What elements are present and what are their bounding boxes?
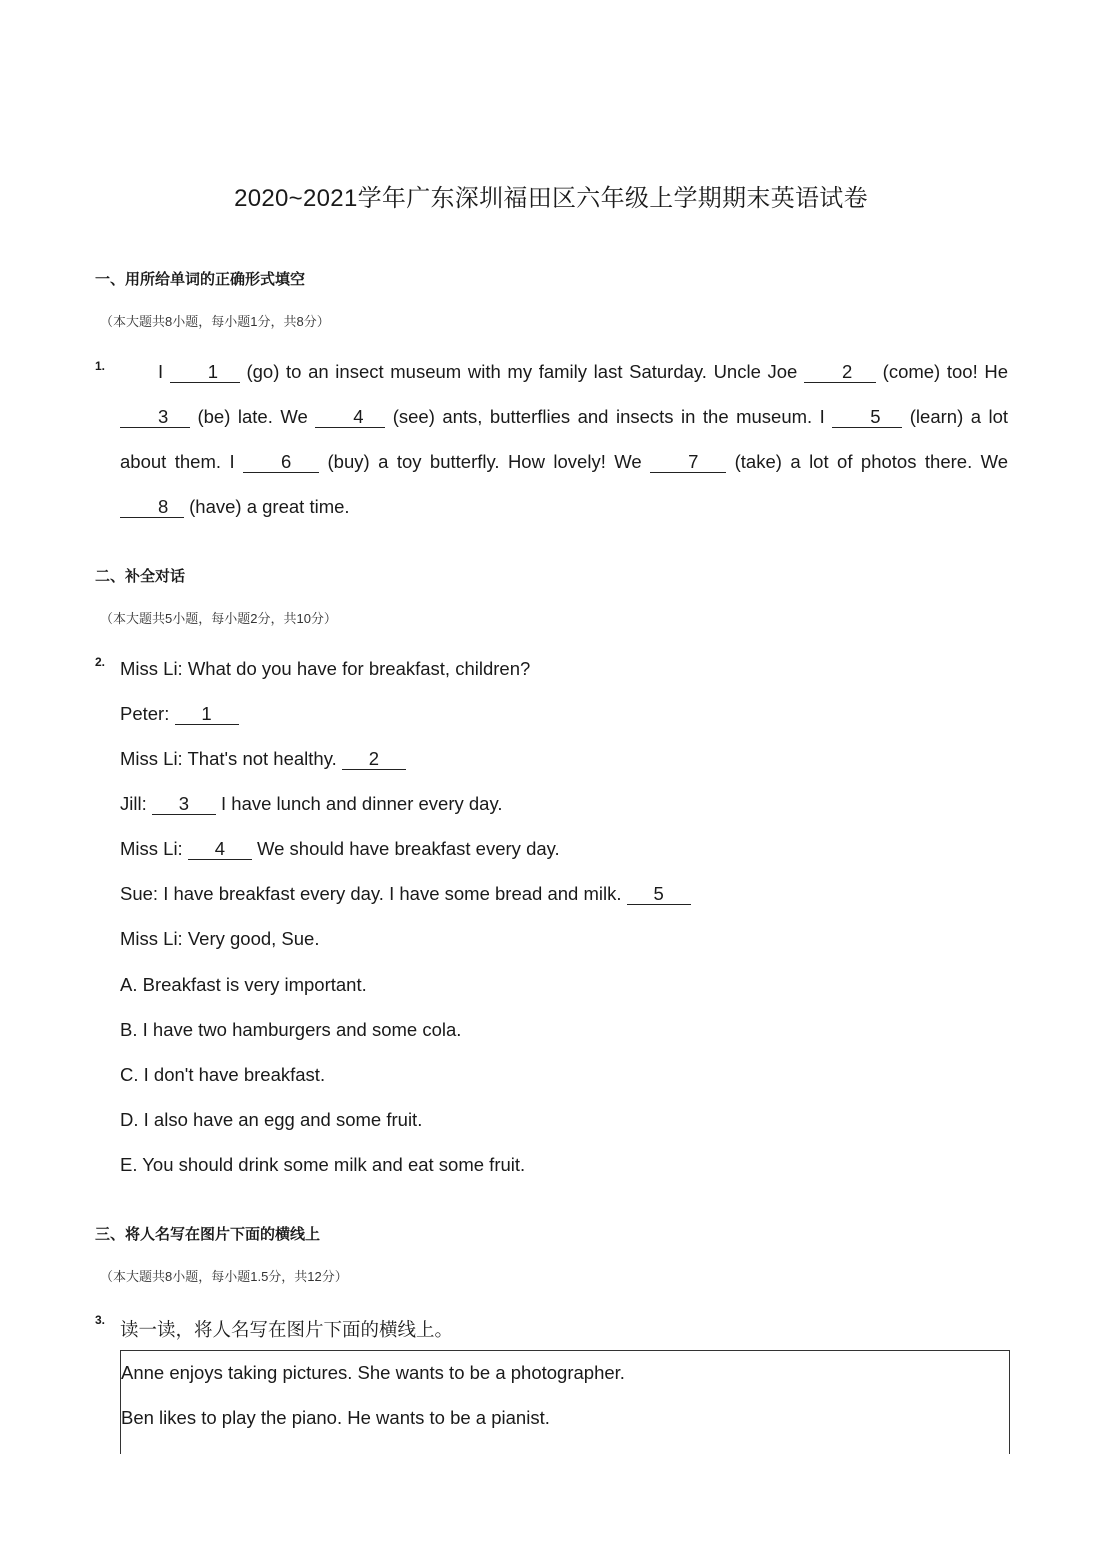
section-3-heading: 三、将人名写在图片下面的横线上 [95,1226,321,1243]
question-1-passage [120,349,1008,529]
passage-text: (learn) a lot about them. I [120,406,1009,472]
dialogue-blank-2[interactable]: 2 [342,749,406,770]
option-d: D. I also have an egg and some fruit. [120,1109,423,1130]
section-1-heading: 一、用所给单词的正确形式填空 [95,271,306,288]
dialogue-blank-1[interactable]: 1 [175,704,239,725]
passage-text: (buy) a toy butterfly. How lovely! We [327,451,642,472]
dialogue-blank-4[interactable]: 4 [188,839,252,860]
speaker-peter: Peter: [120,703,170,724]
dialogue-line [120,793,502,815]
option-e: E. You should drink some milk and eat some fruit. [120,1154,526,1175]
blank-6[interactable]: 6 [243,452,319,473]
option-c: C. I don't have breakfast. [120,1064,326,1085]
page-title: 2020~2021学年广东深圳福田区六年级上学期期末英语试卷 [234,185,868,212]
option-b: B. I have two hamburgers and some cola. [120,1019,462,1040]
section-1-info: （本大题共8小题，每小题1分，共8分） [100,314,330,329]
passage-text: (go) to an insect museum with my family last Saturday. Uncle Joe [246,361,798,382]
dialogue-line [120,703,239,725]
passage-text: (come) too! He [882,361,1009,382]
passage-text: (see) ants, butterflies and insects in the museum. I [392,406,825,427]
passage-text: (take) a lot of photos there. We [734,451,1009,472]
section-2-heading: 二、补全对话 [95,568,186,585]
dialogue-line: Miss Li: Very good, Sue. [120,928,320,949]
blank-7[interactable]: 7 [650,452,726,473]
dialogue-text: Sue: I have breakfast every day. I have some bread and milk. [120,883,622,904]
question-2-number: 2. [95,655,106,669]
blank-2[interactable]: 2 [804,362,876,383]
dialogue-blank-3[interactable]: 3 [152,794,216,815]
question-1-number: 1. [95,359,106,373]
dialogue-line [120,748,406,770]
reading-line: Ben likes to play the piano. He wants to be a pianist. [121,1407,550,1428]
blank-3[interactable]: 3 [120,407,190,428]
passage-text: I [158,361,164,382]
blank-4[interactable]: 4 [315,407,385,428]
blank-8[interactable]: 8 [120,497,184,518]
dialogue-text: Miss Li: That's not healthy. [120,748,337,769]
dialogue-line: Miss Li: What do you have for breakfast, children? [120,658,531,679]
question-3-number: 3. [95,1313,106,1327]
speaker-jill: Jill: [120,793,147,814]
dialogue-blank-5[interactable]: 5 [627,884,691,905]
dialogue-line [120,838,560,860]
reading-box [120,1350,1010,1454]
dialogue-text: We should have breakfast every day. [256,838,560,859]
section-3-info: （本大题共8小题，每小题1.5分，共12分） [100,1269,348,1284]
speaker-miss-li: Miss Li: [120,838,183,859]
section-2-info: （本大题共5小题，每小题2分，共10分） [100,611,337,626]
dialogue-line [120,883,691,905]
passage-text: (be) late. We [197,406,308,427]
blank-5[interactable]: 5 [832,407,902,428]
blank-1[interactable]: 1 [170,362,240,383]
passage-text: (have) a great time. [189,496,350,517]
option-a: A. Breakfast is very important. [120,974,367,995]
reading-line: Anne enjoys taking pictures. She wants to be a photographer. [121,1362,625,1383]
dialogue-text: I have lunch and dinner every day. [221,793,503,814]
question-3-instruction: 读一读，将人名写在图片下面的横线上。 [120,1319,454,1340]
